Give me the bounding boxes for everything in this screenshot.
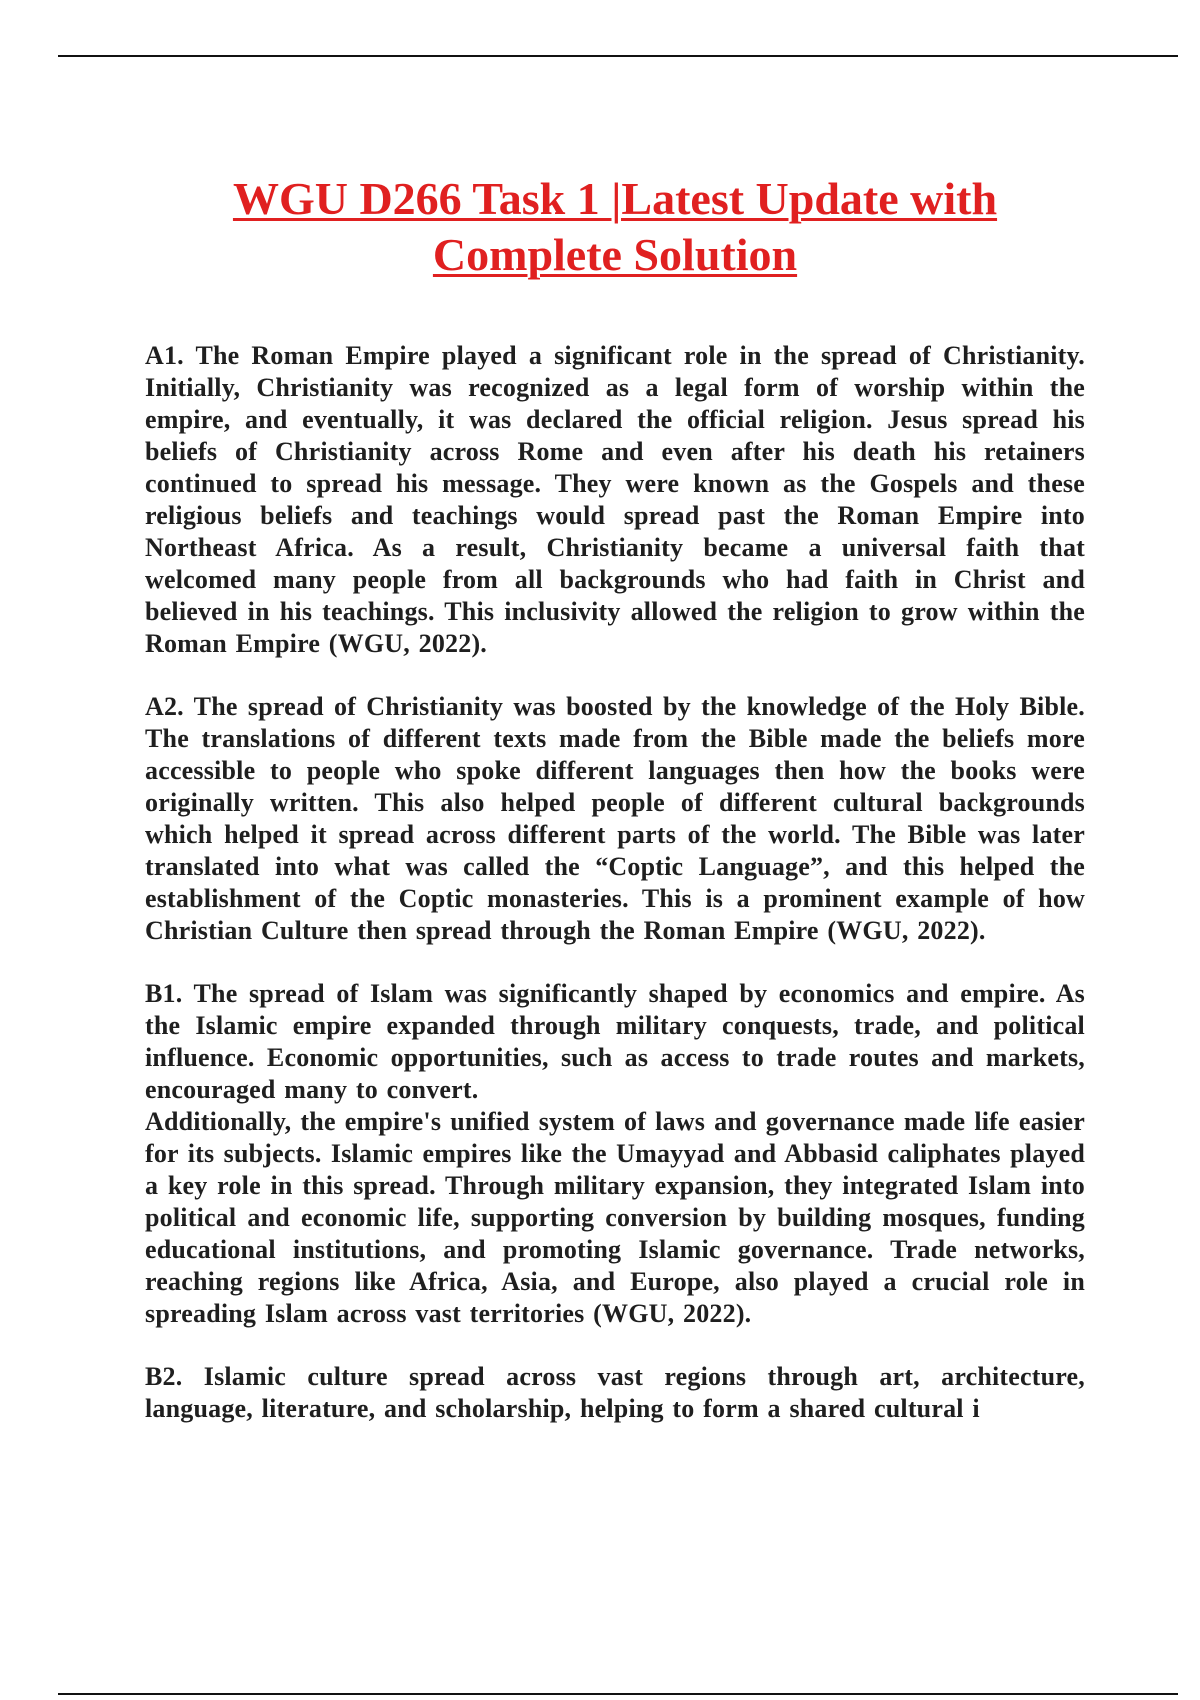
title-line-2: Complete Solution [432, 228, 798, 280]
paragraph-b1-continued: Additionally, the empire's unified system of laws and governance made life easier for its subjects. Islamic empires like the Umayyad and Abbasid caliphates played a key role in this spread. Through military expansion, they integrated Islam into political and economic life, supporting conversion by building mosques, funding educational institutions, and promoting Islamic governance. Trade networks, reaching regions like Africa, Asia, and Europe, also played a crucial role in spreading Islam across vast territories (WGU, 2022). [145, 1107, 1085, 1328]
paragraph-b2: B2. Islamic culture spread across vast regions through art, architecture, language, literature, and scholarship, helping to form a shared cultural i [145, 1362, 1085, 1423]
paragraph-a1: A1. The Roman Empire played a significant role in the spread of Christianity. Initially, Christianity was recognized as a legal form of worship within the empire, and eventually, it was declared the official religion. Jesus spread his beliefs of Christianity across Rome and even after his death his retainers continued to spread his message. They were known as the Gospels and these religious beliefs and teachings would spread past the Roman Empire into Northeast Africa. As a result, Christianity became a universal faith that welcomed many people from all backgrounds who had faith in Christ and believed in his teachings. This inclusivity allowed the religion to grow within the Roman Empire (WGU, 2022). [145, 341, 1085, 658]
paragraph-b1: B1. The spread of Islam was significantly shaped by economics and empire. As the Islamic empire expanded through military conquests, trade, and political influence. Economic opportunities, such as access to trade routes and markets, encouraged many to convert. [145, 979, 1085, 1104]
document-body [145, 340, 1085, 1456]
top-rule [58, 55, 1178, 57]
bottom-rule [58, 1693, 1178, 1695]
paragraph-a2: A2. The spread of Christianity was boosted by the knowledge of the Holy Bible. The translations of different texts made from the Bible made the beliefs more accessible to people who spoke different languages then how the books were originally written. This also helped people of different cultural backgrounds which helped it spread across different parts of the world. The Bible was later translated into what was called the “Coptic Language”, and this helped the establishment of the Coptic monasteries. This is a prominent example of how Christian Culture then spread through the Roman Empire (WGU, 2022). [145, 692, 1085, 945]
document-title [60, 171, 1170, 283]
title-line-1: WGU D266 Task 1 |Latest Update with [232, 172, 998, 224]
